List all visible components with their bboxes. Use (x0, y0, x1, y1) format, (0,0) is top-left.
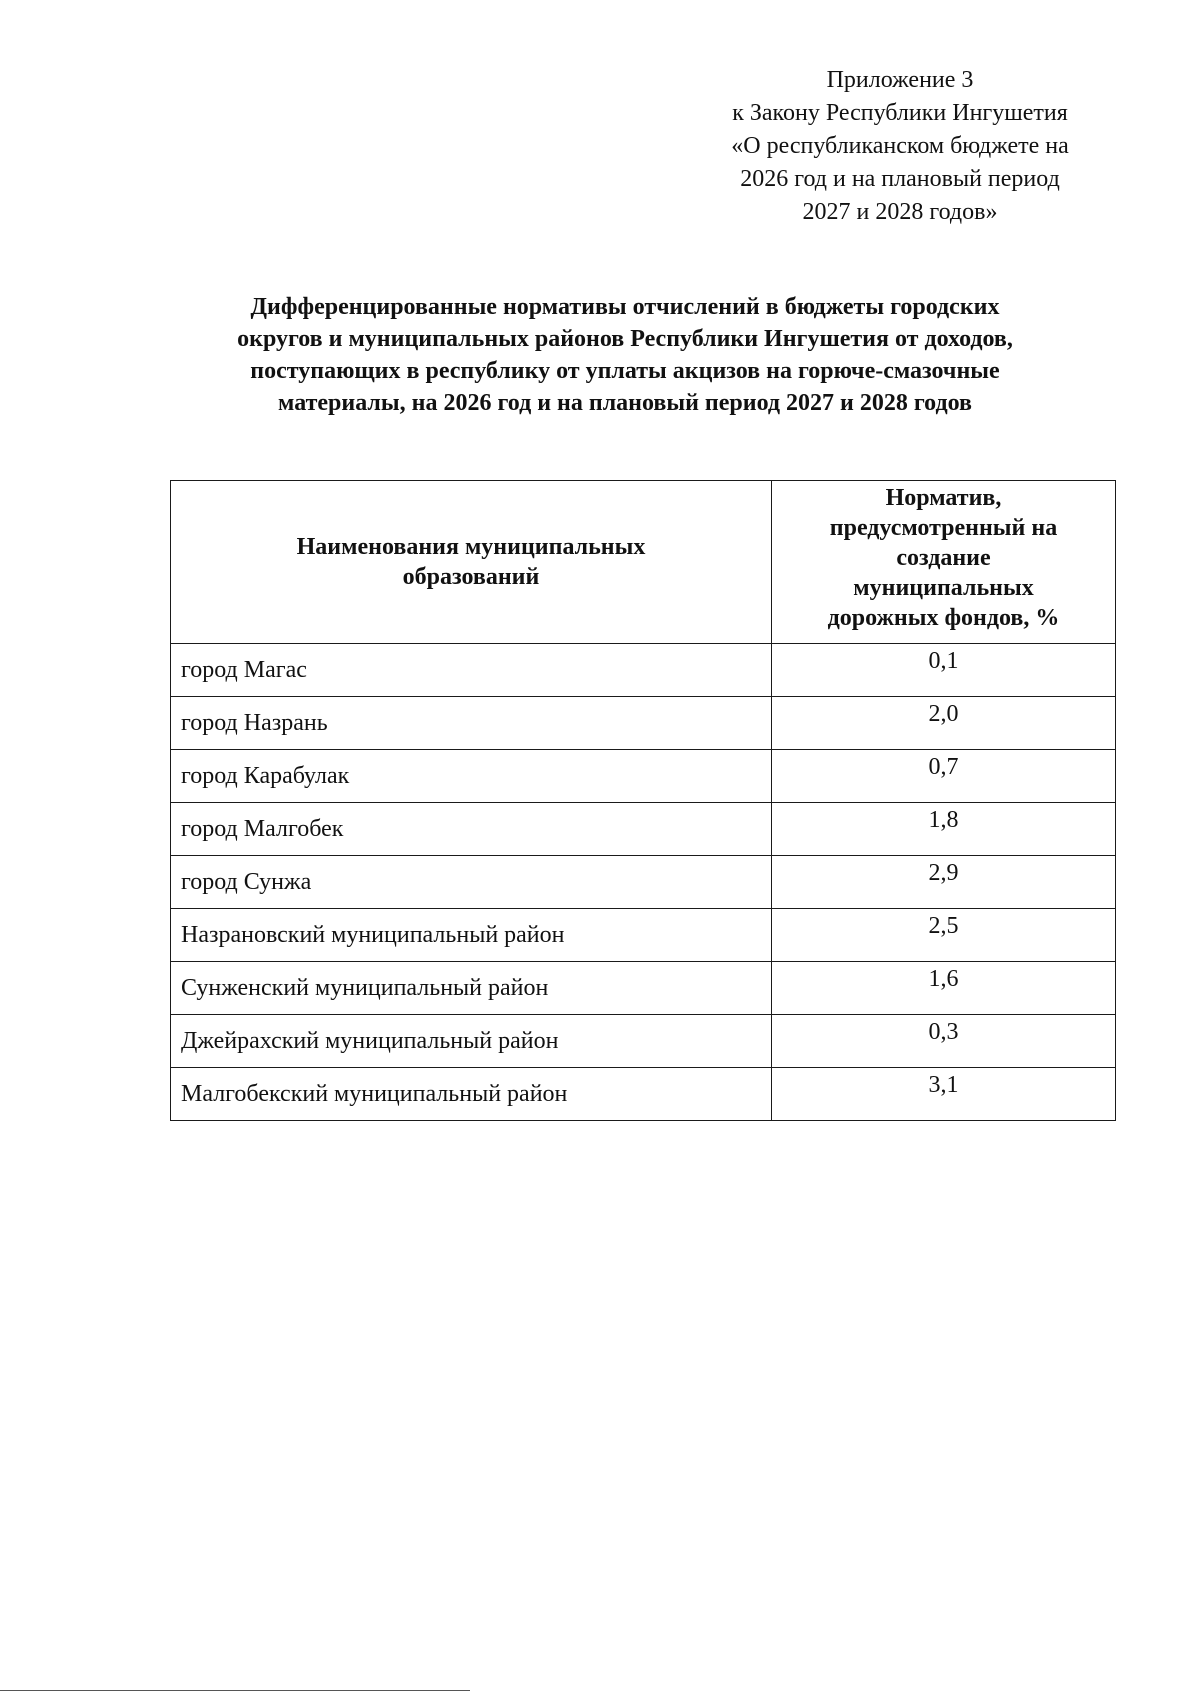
municipality-name-cell: Назрановский муниципальный район (171, 909, 772, 962)
appendix-line: 2026 год и на плановый период (740, 166, 1060, 192)
appendix-line: «О республиканском бюджете на (731, 133, 1069, 159)
bottom-scan-line (0, 1690, 470, 1691)
municipality-name-cell: город Назрань (171, 697, 772, 750)
table-row (171, 697, 1116, 750)
norm-value-cell: 2,9 (772, 856, 1116, 909)
title-line: поступающих в республику от уплаты акцизов на горюче-смазочные (250, 358, 1000, 384)
document-title (150, 291, 1100, 419)
table-row (171, 803, 1116, 856)
table-row (171, 962, 1116, 1015)
header-municipality-name (171, 481, 772, 644)
municipality-name-cell: город Магас (171, 644, 772, 697)
table-row (171, 856, 1116, 909)
norm-value-cell: 2,0 (772, 697, 1116, 750)
table-row (171, 909, 1116, 962)
header-name-line: Наименования муниципальных (296, 534, 646, 560)
header-norm-line: предусмотренный на (829, 515, 1058, 541)
table-row (171, 1068, 1116, 1121)
header-norm-line: муниципальных (853, 575, 1034, 601)
appendix-line: 2027 и 2028 годов» (802, 199, 998, 225)
title-line: материалы, на 2026 год и на плановый период 2027 и 2028 годов (278, 390, 972, 416)
municipality-name-cell: город Малгобек (171, 803, 772, 856)
municipality-name-cell: Сунженский муниципальный район (171, 962, 772, 1015)
table-row (171, 1015, 1116, 1068)
header-norm-percent (772, 481, 1116, 644)
table-header-row (171, 481, 1116, 644)
municipality-name-cell: Джейрахский муниципальный район (171, 1015, 772, 1068)
norm-value-cell: 0,1 (772, 644, 1116, 697)
norm-value-cell: 1,8 (772, 803, 1116, 856)
title-line: округов и муниципальных районов Республики Ингушетия от доходов, (237, 326, 1013, 352)
title-line: Дифференцированные нормативы отчислений в бюджеты городских (250, 294, 1000, 320)
norms-table-container (170, 480, 1113, 1121)
appendix-line: к Закону Республики Ингушетия (732, 100, 1068, 126)
table-row (171, 750, 1116, 803)
norm-value-cell: 3,1 (772, 1068, 1116, 1121)
appendix-header (680, 64, 1120, 229)
header-norm-line: создание (896, 545, 991, 571)
municipality-name-cell: город Сунжа (171, 856, 772, 909)
norms-table (170, 480, 1116, 1121)
header-name-line: образований (402, 564, 540, 590)
municipality-name-cell: город Карабулак (171, 750, 772, 803)
table-row (171, 644, 1116, 697)
norm-value-cell: 2,5 (772, 909, 1116, 962)
norm-value-cell: 0,7 (772, 750, 1116, 803)
norm-value-cell: 1,6 (772, 962, 1116, 1015)
municipality-name-cell: Малгобекский муниципальный район (171, 1068, 772, 1121)
header-norm-line: дорожных фондов, % (827, 605, 1060, 631)
header-norm-line: Норматив, (885, 485, 1002, 511)
appendix-line: Приложение 3 (826, 67, 974, 93)
norm-value-cell: 0,3 (772, 1015, 1116, 1068)
